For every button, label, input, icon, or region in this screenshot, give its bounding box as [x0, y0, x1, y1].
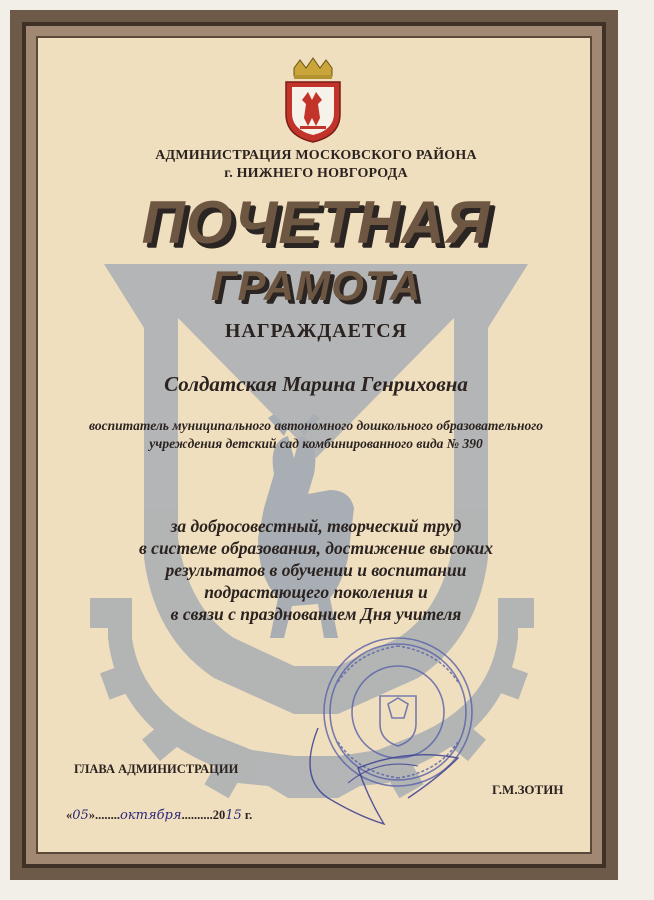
- date-year-suffix: 15: [225, 808, 242, 823]
- authority-line-2: г. НИЖНЕГО НОВГОРОДА: [224, 166, 408, 181]
- title-word-1: ПОЧЕТНАЯ: [141, 189, 491, 256]
- date-month: октября: [120, 808, 182, 823]
- handwritten-signature: [288, 688, 488, 838]
- coat-of-arms-icon: [278, 56, 348, 144]
- date-open-quote: «: [66, 808, 73, 822]
- date-day: 05: [72, 808, 89, 823]
- authority-line-1: АДМИНИСТРАЦИЯ МОСКОВСКОГО РАЙОНА: [155, 148, 477, 163]
- date-year-prefix: 20: [212, 808, 226, 822]
- signer-name: Г.М.ЗОТИН: [492, 782, 564, 797]
- date-close-quote: »: [88, 808, 96, 822]
- reason-line: подрастающего поколения и: [204, 582, 428, 602]
- certificate-panel: [36, 36, 592, 854]
- date-year-mark: г.: [244, 808, 253, 822]
- position-line-2: учреждения детский сад комбинированного вида № 390: [149, 436, 483, 451]
- recipient-name: Солдатская Марина Генриховна: [164, 372, 468, 396]
- reason-line: в системе образования, достижение высоких: [138, 538, 494, 558]
- position-line-1: воспитатель муниципального автономного дошкольного образовательного: [89, 418, 543, 433]
- reason-line: за добросовестный, творческий труд: [170, 516, 462, 536]
- reason-line: результатов в обучении и воспитании: [165, 560, 467, 580]
- head-of-administration-label: ГЛАВА АДМИНИСТРАЦИИ: [74, 762, 239, 776]
- issue-date: «05»........октября..........2015 г.: [66, 808, 253, 823]
- awarded-label: НАГРАЖДАЕТСЯ: [224, 320, 408, 342]
- title-word-2: ГРАМОТА: [210, 262, 422, 309]
- reason-line: в связи с празднованием Дня учителя: [170, 604, 462, 624]
